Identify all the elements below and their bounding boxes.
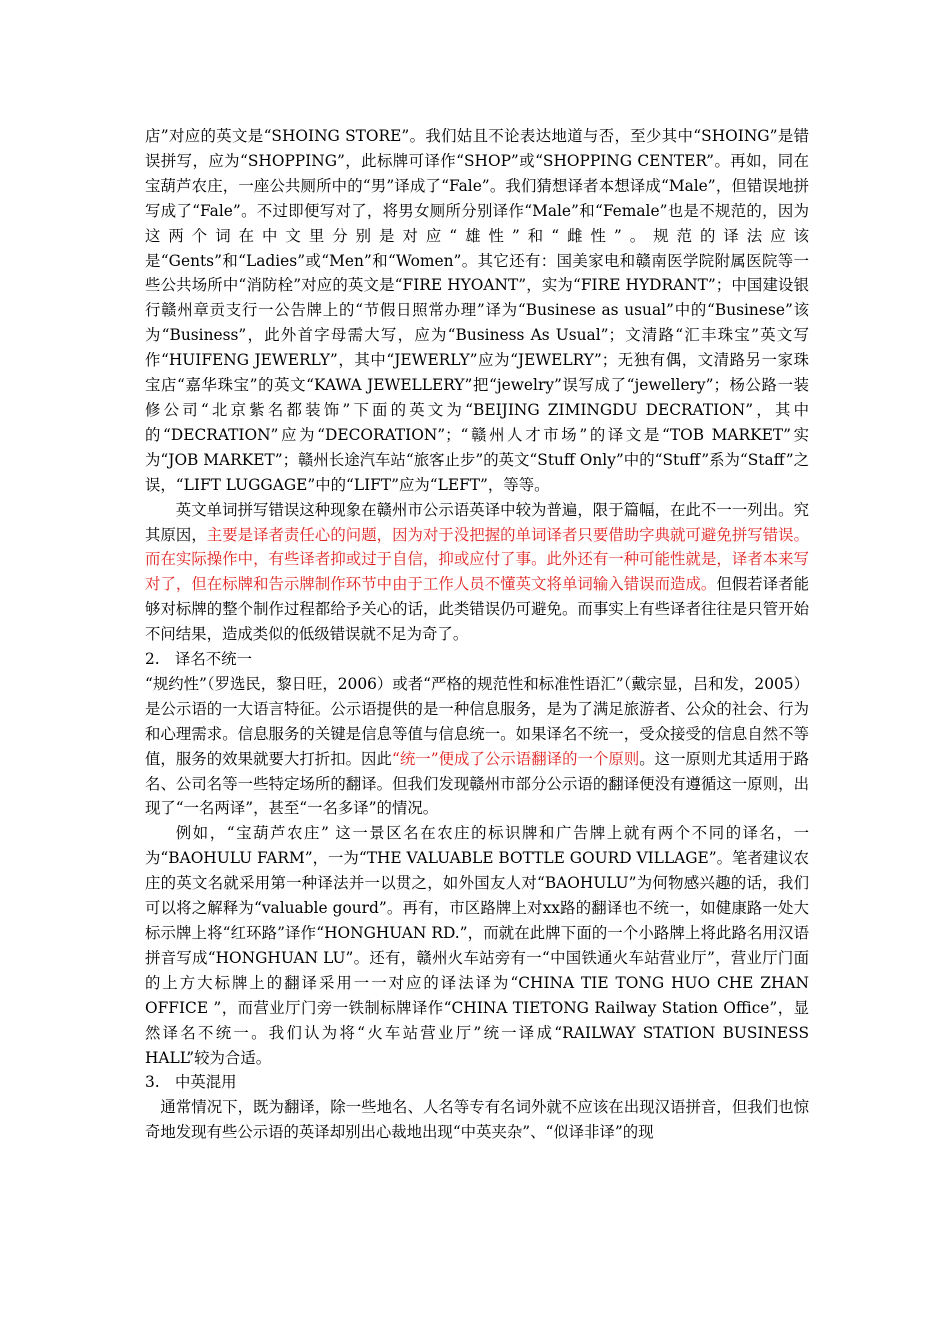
document-page	[145, 124, 809, 1145]
paragraph-spelling-causes	[145, 498, 809, 647]
paragraph-text: 英文单词拼写错误这种现象在赣州市公示语英译中较为普遍，限于篇幅，在此不一一列出。究其原因，	[145, 500, 809, 544]
section-heading-2	[145, 647, 809, 672]
section-title: 中英混用	[175, 1073, 237, 1092]
section-number: 3.	[145, 1073, 160, 1092]
section-heading-3	[145, 1070, 809, 1095]
paragraph-spelling-examples: 店”对应的英文是“SHOING STORE”。我们姑且不论表达地道与否，至少其中“SHOING”是错误拼写，应为“SHOPPING”，此标牌可译作“SHOP”或“SHOPPING CENTER”。再如，同在宝葫芦农庄，一座公共厕所中的“男”译成了“Fale”。我们猜想译者本想译成“Male”，但错误地拼写成了“Fale”。不过即便写对了，将男女厕所分别译作“Male”和“Female”也是不规范的，因为这两个词在中文里分别是对应“雄性”和“雌性”。规范的译法应该是“Gents”和“Ladies”或“Men”和“Women”。其它还有：国美家电和赣南医学院附属医院等一些公共场所中“消防栓”对应的英文是“FIRE HYOANT”，实为“FIRE HYDRANT”；中国建设银行赣州章贡支行一公告牌上的“节假日照常办理”译为“Businese as usual”中的“Businese”该为“Business”，此外首字母需大写，应为“Business As Usual”；文清路“汇丰珠宝”英文写作“HUIFENG JEWERLY”，其中“JEWERLY”应为“JEWELRY”；无独有偶，文清路另一家珠宝店“嘉华珠宝”的英文“KAWA JEWELLERY”把“jewelry”误写成了“jewellery”；杨公路一装修公司“北京紫名都装饰”下面的英文为“BEIJING ZIMINGDU DECRATION”，其中的“DECRATION”应为“DECORATION”；“赣州人才市场”的译文是“TOB MARKET”实为“JOB MARKET”；赣州长途汽车站“旅客止步”的英文“Stuff Only”中的“Stuff”系为“Staff”之误，“LIFT LUGGAGE”中的“LIFT”应为“LEFT”，等等。	[145, 127, 809, 494]
paragraph-text: 但假若译者能够对标牌的整个制作过程都给予关心的话，此类错误仍可避免。而事实上有些译者往往是只管开始不问结果，造成类似的低级错误就不足为奇了。	[145, 575, 809, 644]
paragraph-mixed-language: 通常情况下，既为翻译，除一些地名、人名等专有名词外就不应该在出现汉语拼音，但我们也惊奇地发现有些公示语的英译却别出心裁地出现“中英夹杂”、“似译非译”的现	[145, 1098, 809, 1142]
paragraph-unification	[145, 672, 809, 821]
paragraph-text: 。这一原则尤其适用于路名、公司名等一些特定场所的翻译。但我们发现赣州市部分公示语的翻译便没有遵循这一原则，出现了“一名两译”，甚至“一名多译”的情况。	[145, 749, 809, 818]
section-number: 2.	[145, 650, 160, 669]
paragraph-naming-examples: 例如，“宝葫芦农庄” 这一景区名在农庄的标识牌和广告牌上就有两个不同的译名，一为“BAOHULU FARM”，一为“THE VALUABLE BOTTLE GOURD VILLAGE”。笔者建议农庄的英文名就采用第一种译法并一以贯之，如外国友人对“BAOHULU”为何物感兴趣的话，我们可以将之解释为“valuable gourd”。再有，市区路牌上对xx路的翻译也不统一，如健康路一处大标示牌上将“红环路”译作“HONGHUAN RD.”，而就在此牌下面的一个小路牌上将此路名用汉语拼音写成“HONGHUAN LU”。还有，赣州火车站旁有一“中国铁通火车站营业厅”，营业厅门面的上方大标牌上的翻译采用一一对应的译法译为“CHINA TIE TONG HUO CHE ZHAN OFFICE ”，而营业厅门旁一铁制标牌译作“CHINA TIETONG Railway Station Office”，显然译名不统一。我们认为将“火车站营业厅”统一译成“RAILWAY STATION BUSINESS HALL”较为合适。	[145, 824, 809, 1067]
highlighted-text: “统一”便成了公示语翻译的一个原则	[391, 749, 640, 768]
section-title: 译名不统一	[175, 650, 252, 669]
paragraph-text: “规约性”（罗选民，黎日旺，2006）或者“严格的规范性和标准性语汇”（戴宗显，吕和发，2005）是公示语的一大语言特征。公示语提供的是一种信息服务，是为了满足旅游者、公众的社会、行为和心理需求。信息服务的关键是信息等值与信息统一。如果译名不统一，受众接受的信息自然不等值，服务的效果就要大打折扣。因此	[145, 674, 809, 768]
highlighted-text: 主要是译者责任心的问题，因为对于没把握的单词译者只要借助字典就可避免拼写错误。而在实际操作中，有些译者抑或过于自信，抑或应付了事。此外还有一种可能性就是，译者本来写对了，但在标牌和告示牌制作环节中由于工作人员不懂英文将单词输入错误而造成。	[145, 525, 809, 594]
